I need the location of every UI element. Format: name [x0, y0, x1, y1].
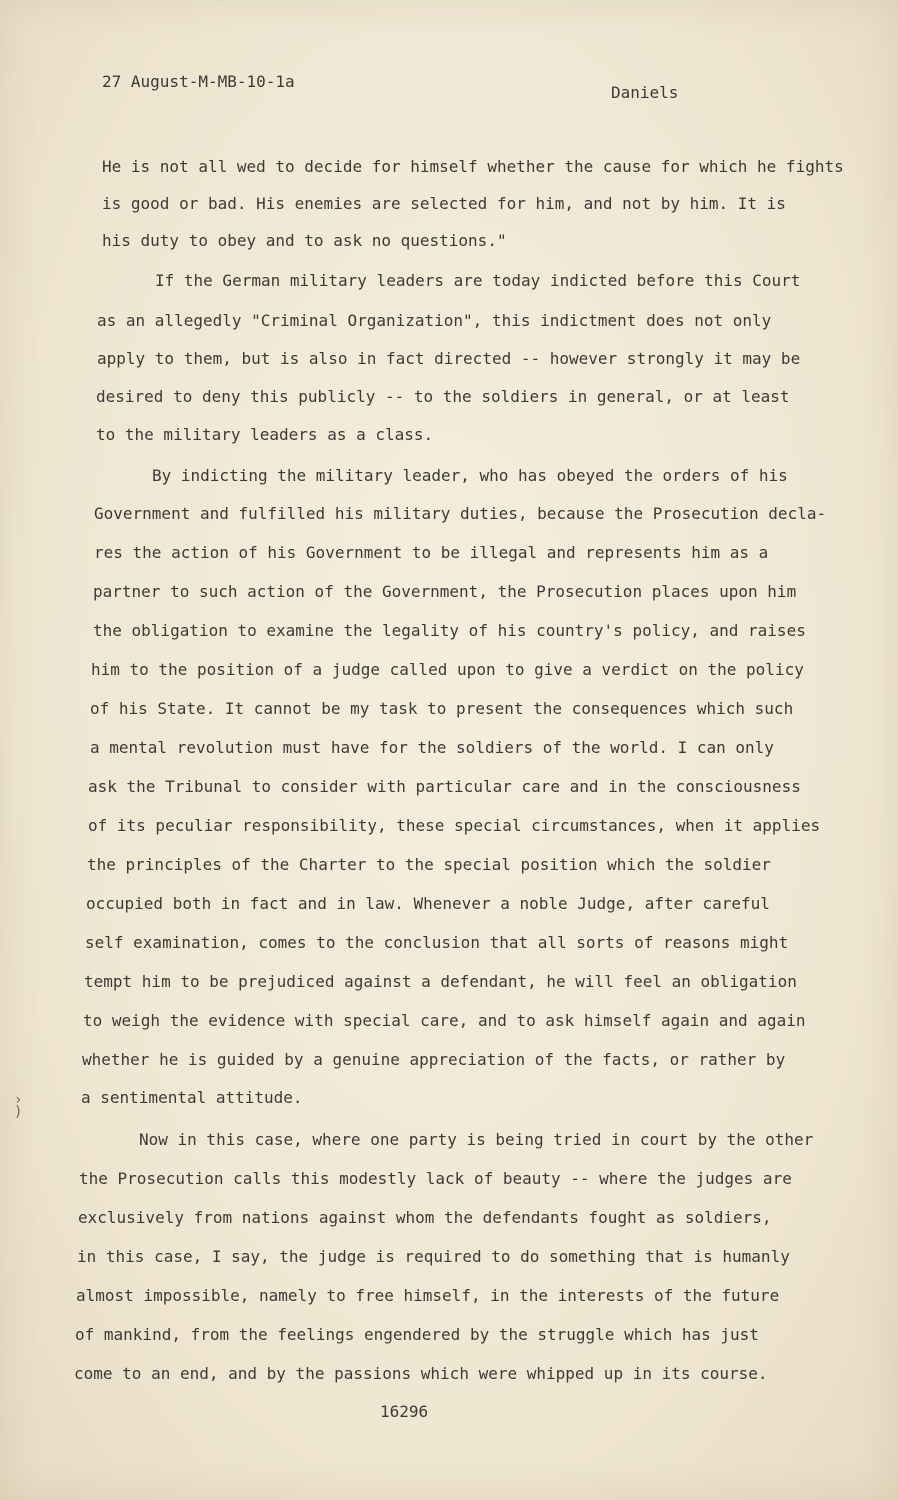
text-line: Government and fulfilled his military duties, because the Prosecution decla-	[94, 504, 827, 523]
text-line: self examination, comes to the conclusion that all sorts of reasons might	[85, 933, 789, 952]
text-line: res the action of his Government to be illegal and represents him as a	[94, 543, 769, 562]
text-line: a mental revolution must have for the soldiers of the world. I can only	[90, 738, 774, 757]
text-line: the obligation to examine the legality of his country's policy, and raises	[93, 621, 806, 640]
text-line: desired to deny this publicly -- to the soldiers in general, or at least	[96, 387, 790, 406]
text-line: his duty to obey and to ask no questions."	[102, 231, 507, 250]
text-line: to the military leaders as a class.	[96, 425, 434, 444]
text-line: in this case, I say, the judge is required to do something that is humanly	[77, 1247, 790, 1266]
edge-mark: › )	[14, 1092, 23, 1120]
text-line: Now in this case, where one party is being tried in court by the other	[139, 1130, 814, 1149]
text-line: of his State. It cannot be my task to present the consequences which such	[90, 699, 794, 718]
text-line: as an allegedly "Criminal Organization", this indictment does not only	[97, 311, 772, 330]
text-line: to weigh the evidence with special care, and to ask himself again and again	[83, 1011, 806, 1030]
text-line: come to an end, and by the passions which were whipped up in its course.	[74, 1364, 768, 1383]
text-line: apply to them, but is also in fact directed -- however strongly it may be	[97, 349, 801, 368]
text-line: whether he is guided by a genuine appreciation of the facts, or rather by	[82, 1050, 786, 1069]
page-number: 16296	[380, 1402, 429, 1421]
text-line: a sentimental attitude.	[81, 1088, 303, 1107]
document-reference: 27 August-M-MB-10-1a	[102, 72, 295, 91]
text-line: almost impossible, namely to free himself, in the interests of the future	[76, 1286, 780, 1305]
text-line: He is not all wed to decide for himself whether the cause for which he fights	[102, 157, 844, 176]
text-line: partner to such action of the Government, the Prosecution places upon him	[93, 582, 797, 601]
text-line: exclusively from nations against whom the defendants fought as soldiers,	[78, 1208, 772, 1227]
text-line: of its peculiar responsibility, these special circumstances, when it applies	[88, 816, 821, 835]
speaker-name: Daniels	[611, 83, 679, 102]
text-line: of mankind, from the feelings engendered by the struggle which has just	[75, 1325, 759, 1344]
text-line: By indicting the military leader, who has obeyed the orders of his	[152, 466, 788, 485]
text-line: If the German military leaders are today indicted before this Court	[155, 271, 801, 290]
text-line: occupied both in fact and in law. Whenever a noble Judge, after careful	[86, 894, 770, 913]
text-line: tempt him to be prejudiced against a defendant, he will feel an obligation	[84, 972, 797, 991]
text-line: the Prosecution calls this modestly lack of beauty -- where the judges are	[79, 1169, 792, 1188]
text-line: is good or bad. His enemies are selected for him, and not by him. It is	[102, 194, 786, 213]
text-line: the principles of the Charter to the special position which the soldier	[87, 855, 771, 874]
text-line: ask the Tribunal to consider with particular care and in the consciousness	[88, 777, 801, 796]
text-line: him to the position of a judge called upon to give a verdict on the policy	[91, 660, 804, 679]
